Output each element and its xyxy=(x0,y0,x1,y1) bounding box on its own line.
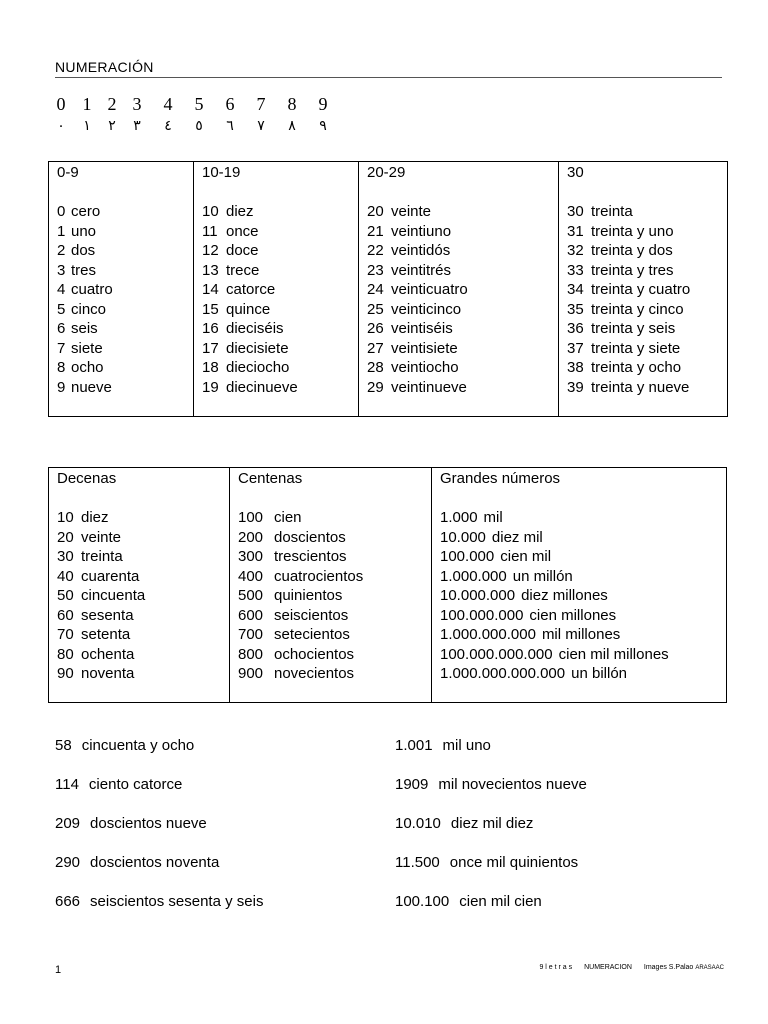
example-word: mil uno xyxy=(442,737,491,754)
number-word: mil millones xyxy=(541,626,621,643)
number-row xyxy=(238,664,431,684)
column-header: 30 xyxy=(567,164,584,181)
example-row xyxy=(395,815,533,832)
number-row xyxy=(57,358,193,378)
number-digits: 14 xyxy=(202,281,219,298)
number-row xyxy=(202,339,358,359)
number-digits: 8 xyxy=(57,359,66,376)
number-row xyxy=(567,261,727,281)
number-word: trece xyxy=(226,261,260,279)
example-number: 209 xyxy=(55,815,81,832)
number-word: quince xyxy=(226,300,271,318)
number-row xyxy=(440,664,726,684)
number-digits: 23 xyxy=(367,261,384,279)
number-digits: 19 xyxy=(202,378,219,396)
number-digits: 9 xyxy=(57,378,66,396)
number-row xyxy=(238,645,431,665)
number-row xyxy=(202,222,358,242)
number-digits: 1.000.000.000.000 xyxy=(440,665,566,682)
latin-digit: 7 xyxy=(256,94,266,114)
column-spacer xyxy=(57,183,193,203)
arabic-digit: ٦ xyxy=(226,118,234,134)
number-word: veintiuno xyxy=(391,222,452,240)
column-grandes-numeros xyxy=(432,468,727,703)
number-digits: 6 xyxy=(57,320,66,337)
number-digits: 20 xyxy=(57,528,74,546)
number-digits: 29 xyxy=(367,378,384,396)
number-word: treinta y cinco xyxy=(591,300,684,318)
example-row xyxy=(395,854,578,871)
number-row xyxy=(238,567,431,587)
number-row xyxy=(57,547,229,567)
number-row xyxy=(567,241,727,261)
number-row xyxy=(567,280,727,300)
number-row xyxy=(440,528,726,548)
number-row xyxy=(57,280,193,300)
number-word: dieciocho xyxy=(226,359,290,376)
column-header: Grandes números xyxy=(440,470,561,487)
column-spacer xyxy=(440,489,726,509)
number-row xyxy=(440,606,726,626)
example-row xyxy=(55,893,263,910)
number-digits: 70 xyxy=(57,626,74,643)
number-digits: 31 xyxy=(567,222,584,240)
number-row xyxy=(57,378,193,398)
number-digits: 800 xyxy=(238,645,264,663)
number-digits: 38 xyxy=(567,359,584,376)
column-header: Centenas xyxy=(238,470,303,487)
number-word: once xyxy=(226,222,259,240)
column-0-9 xyxy=(49,162,194,417)
arabic-digit: ١ xyxy=(83,118,91,134)
arabic-digit: ٥ xyxy=(195,118,203,134)
example-word: doscientos nueve xyxy=(90,815,207,832)
number-digits: 24 xyxy=(367,281,384,298)
number-digits: 21 xyxy=(367,222,384,240)
number-word: diecinueve xyxy=(226,378,298,396)
number-digits: 100.000.000 xyxy=(440,606,524,624)
number-word: treinta y siete xyxy=(591,339,681,357)
number-word: cero xyxy=(71,203,101,220)
number-digits: 200 xyxy=(238,528,264,546)
example-word: mil novecientos nueve xyxy=(438,776,587,793)
number-digits: 90 xyxy=(57,665,74,682)
number-word: diecisiete xyxy=(226,339,289,357)
number-word: novecientos xyxy=(274,665,355,682)
number-digits: 15 xyxy=(202,300,219,318)
number-row xyxy=(367,261,558,281)
example-number: 1.001 xyxy=(395,737,433,754)
number-word: veintitrés xyxy=(391,261,452,279)
number-word: dos xyxy=(71,242,96,259)
number-word: trescientos xyxy=(274,548,347,565)
column-30 xyxy=(559,162,728,417)
number-digits: 900 xyxy=(238,665,264,682)
example-word: cincuenta y ocho xyxy=(81,737,195,754)
number-digits: 0 xyxy=(57,203,66,220)
number-digits: 12 xyxy=(202,242,219,259)
number-row xyxy=(238,547,431,567)
number-row xyxy=(440,508,726,528)
number-digits: 10 xyxy=(202,203,219,220)
number-digits: 10.000 xyxy=(440,528,486,546)
number-row xyxy=(57,508,229,528)
latin-digit: 0 xyxy=(56,94,66,114)
number-row xyxy=(367,378,558,398)
large-numbers-table xyxy=(48,467,727,703)
number-row xyxy=(57,645,229,665)
number-digits: 700 xyxy=(238,626,264,643)
number-word: cien millones xyxy=(529,606,617,624)
number-row xyxy=(202,241,358,261)
number-digits: 35 xyxy=(567,300,584,318)
number-word: veinticuatro xyxy=(391,281,468,298)
number-row xyxy=(367,358,558,378)
number-digits: 34 xyxy=(567,281,584,298)
example-word: once mil quinientos xyxy=(449,854,579,871)
arabic-digit: ٢ xyxy=(108,118,116,134)
number-word: cien mil xyxy=(500,548,552,565)
number-row xyxy=(567,319,727,339)
number-row xyxy=(202,319,358,339)
column-spacer xyxy=(57,489,229,509)
number-row xyxy=(57,202,193,222)
column-10-19 xyxy=(194,162,359,417)
number-row xyxy=(202,280,358,300)
number-row xyxy=(202,261,358,281)
number-word: treinta y cuatro xyxy=(591,281,691,298)
number-digits: 30 xyxy=(57,548,74,565)
number-row xyxy=(367,241,558,261)
number-row xyxy=(238,606,431,626)
example-row xyxy=(55,737,194,754)
example-number: 114 xyxy=(55,776,79,793)
number-word: veinte xyxy=(81,528,122,546)
number-digits: 40 xyxy=(57,567,74,585)
number-word: veintisiete xyxy=(391,339,458,357)
number-word: quinientos xyxy=(274,587,343,604)
number-word: treinta y uno xyxy=(591,222,674,240)
number-word: doscientos xyxy=(274,528,346,546)
number-digits: 100 xyxy=(238,509,264,526)
number-row xyxy=(57,261,193,281)
number-digits: 18 xyxy=(202,359,219,376)
number-row xyxy=(440,547,726,567)
numbers-0-39-table xyxy=(48,161,728,417)
example-word: doscientos noventa xyxy=(90,854,220,871)
number-digits: 5 xyxy=(57,300,66,318)
number-word: diez xyxy=(81,509,109,526)
arabic-digit: ٣ xyxy=(133,118,141,134)
number-row xyxy=(202,202,358,222)
number-row xyxy=(567,378,727,398)
example-number: 290 xyxy=(55,854,81,871)
number-word: treinta y ocho xyxy=(591,359,682,376)
number-digits: 100.000 xyxy=(440,548,495,565)
number-digits: 1 xyxy=(57,222,66,240)
number-word: mil xyxy=(483,509,503,526)
number-row xyxy=(567,202,727,222)
number-word: veinte xyxy=(391,203,432,220)
latin-digit: 8 xyxy=(287,94,297,114)
number-row xyxy=(57,300,193,320)
number-row xyxy=(567,339,727,359)
example-word: ciento catorce xyxy=(88,776,183,793)
number-digits: 300 xyxy=(238,548,264,565)
number-row xyxy=(57,625,229,645)
number-row xyxy=(238,508,431,528)
number-row xyxy=(202,358,358,378)
number-word: treinta y nueve xyxy=(591,378,690,396)
number-digits: 3 xyxy=(57,261,66,279)
number-word: uno xyxy=(71,222,97,240)
number-digits: 7 xyxy=(57,339,66,357)
number-row xyxy=(238,625,431,645)
latin-digit: 2 xyxy=(107,94,117,114)
example-word: cien mil cien xyxy=(459,893,542,910)
number-digits: 400 xyxy=(238,567,264,585)
number-digits: 37 xyxy=(567,339,584,357)
example-word: seiscientos sesenta y seis xyxy=(90,893,264,910)
number-row xyxy=(440,567,726,587)
number-row xyxy=(367,280,558,300)
footer-credits xyxy=(529,964,724,971)
example-row xyxy=(395,776,587,793)
latin-digit: 5 xyxy=(194,94,204,114)
number-row xyxy=(367,202,558,222)
number-row xyxy=(440,645,726,665)
number-row xyxy=(57,586,229,606)
number-row xyxy=(57,339,193,359)
number-row xyxy=(567,300,727,320)
column-centenas xyxy=(230,468,432,703)
footer-credit-small: ARASAAC xyxy=(695,965,724,971)
number-word: diez millones xyxy=(521,587,608,604)
number-digits: 30 xyxy=(567,203,584,220)
number-digits: 4 xyxy=(57,281,66,298)
column-spacer xyxy=(238,489,431,509)
number-word: noventa xyxy=(81,665,135,682)
example-number: 1909 xyxy=(395,776,429,793)
page-title: NUMERACIÓN xyxy=(55,59,722,78)
number-word: treinta xyxy=(81,548,123,565)
number-digits: 33 xyxy=(567,261,584,279)
number-row xyxy=(567,358,727,378)
example-row xyxy=(55,854,219,871)
number-word: diez mil xyxy=(491,528,543,546)
number-word: sesenta xyxy=(81,606,134,624)
number-word: setecientos xyxy=(274,626,350,643)
number-digits: 60 xyxy=(57,606,74,624)
number-digits: 27 xyxy=(367,339,384,357)
number-digits: 1.000.000.000 xyxy=(440,626,536,643)
latin-digit: 4 xyxy=(163,94,173,114)
number-word: veintiséis xyxy=(391,320,453,337)
number-row xyxy=(367,222,558,242)
number-digits: 25 xyxy=(367,300,384,318)
number-digits: 600 xyxy=(238,606,264,624)
page-number: 1 xyxy=(55,964,62,976)
number-word: treinta y tres xyxy=(591,261,674,279)
number-word: setenta xyxy=(81,626,131,643)
number-digits: 500 xyxy=(238,587,264,604)
number-row xyxy=(57,222,193,242)
number-digits: 100.000.000.000 xyxy=(440,645,553,663)
number-digits: 32 xyxy=(567,242,584,259)
number-digits: 2 xyxy=(57,242,66,259)
number-word: cuatro xyxy=(71,281,113,298)
example-row xyxy=(395,737,491,754)
number-row xyxy=(367,300,558,320)
latin-digit: 3 xyxy=(132,94,142,114)
latin-digit: 6 xyxy=(225,94,235,114)
example-number: 10.010 xyxy=(395,815,441,832)
example-number: 11.500 xyxy=(395,854,440,871)
number-word: cien xyxy=(274,509,302,526)
number-word: cien mil millones xyxy=(558,645,669,663)
number-word: tres xyxy=(71,261,97,279)
example-row xyxy=(55,776,182,793)
number-digits: 10 xyxy=(57,509,74,526)
number-word: treinta xyxy=(591,203,633,220)
column-header: 20-29 xyxy=(367,164,406,181)
number-digits: 16 xyxy=(202,320,219,337)
number-word: diez xyxy=(226,203,254,220)
column-header: Decenas xyxy=(57,470,117,487)
arabic-digit: ٧ xyxy=(257,118,265,134)
number-digits: 80 xyxy=(57,645,74,663)
column-header: 0-9 xyxy=(57,164,79,181)
number-digits: 1.000.000 xyxy=(440,567,507,585)
number-digits: 22 xyxy=(367,242,384,259)
number-word: treinta y dos xyxy=(591,242,673,259)
number-row xyxy=(202,378,358,398)
column-spacer xyxy=(567,183,727,203)
number-word: ochocientos xyxy=(274,645,355,663)
footer-title: NUMERACION xyxy=(584,964,632,971)
number-word: veintinueve xyxy=(391,378,467,396)
number-digits: 17 xyxy=(202,339,219,357)
number-word: cinco xyxy=(71,300,107,318)
number-word: cuatrocientos xyxy=(274,567,364,585)
number-digits: 20 xyxy=(367,203,384,220)
number-word: ochenta xyxy=(81,645,135,663)
number-digits: 26 xyxy=(367,320,384,337)
number-word: cuarenta xyxy=(81,567,140,585)
number-word: nueve xyxy=(71,378,112,396)
number-row xyxy=(57,241,193,261)
number-word: veintidós xyxy=(391,242,451,259)
number-row xyxy=(57,319,193,339)
number-row xyxy=(238,586,431,606)
number-row xyxy=(57,567,229,587)
number-row xyxy=(440,625,726,645)
latin-digit: 1 xyxy=(82,94,92,114)
number-word: doce xyxy=(226,242,259,259)
number-digits: 39 xyxy=(567,378,584,396)
number-digits: 36 xyxy=(567,320,584,337)
latin-digit: 9 xyxy=(318,94,328,114)
example-row xyxy=(395,893,542,910)
column-spacer xyxy=(202,183,358,203)
column-decenas xyxy=(49,468,230,703)
arabic-digit: ٠ xyxy=(57,118,65,134)
number-digits: 1.000 xyxy=(440,509,478,526)
number-word: seiscientos xyxy=(274,606,349,624)
example-row xyxy=(55,815,207,832)
number-word: seis xyxy=(71,320,98,337)
number-row xyxy=(57,606,229,626)
number-digits: 13 xyxy=(202,261,219,279)
number-word: veinticinco xyxy=(391,300,462,318)
example-number: 100.100 xyxy=(395,893,450,910)
column-header: 10-19 xyxy=(202,164,241,181)
footer-credit: Images S.Palao xyxy=(643,964,694,971)
number-row xyxy=(367,339,558,359)
number-word: un billón xyxy=(571,665,628,682)
number-row xyxy=(238,528,431,548)
example-number: 666 xyxy=(55,893,81,910)
number-word: catorce xyxy=(226,281,276,298)
number-word: treinta y seis xyxy=(591,320,676,337)
number-word: un millón xyxy=(512,567,573,585)
footer-brand: 9 l e t r a s xyxy=(539,964,573,971)
column-spacer xyxy=(367,183,558,203)
number-word: veintiocho xyxy=(391,359,459,376)
number-row xyxy=(440,586,726,606)
number-digits: 10.000.000 xyxy=(440,587,516,604)
number-row xyxy=(567,222,727,242)
number-row xyxy=(57,528,229,548)
number-row xyxy=(367,319,558,339)
number-digits: 11 xyxy=(202,222,218,240)
number-row xyxy=(57,664,229,684)
arabic-digit: ٨ xyxy=(288,118,296,134)
arabic-digit: ٤ xyxy=(164,118,172,134)
number-digits: 28 xyxy=(367,359,384,376)
number-word: siete xyxy=(71,339,103,357)
arabic-digit: ٩ xyxy=(319,118,327,134)
example-number: 58 xyxy=(55,737,72,754)
example-word: diez mil diez xyxy=(450,815,534,832)
number-word: ocho xyxy=(71,359,104,376)
number-row xyxy=(202,300,358,320)
column-20-29 xyxy=(359,162,559,417)
number-word: cincuenta xyxy=(81,587,146,604)
number-word: dieciséis xyxy=(226,320,284,337)
number-digits: 50 xyxy=(57,587,74,604)
